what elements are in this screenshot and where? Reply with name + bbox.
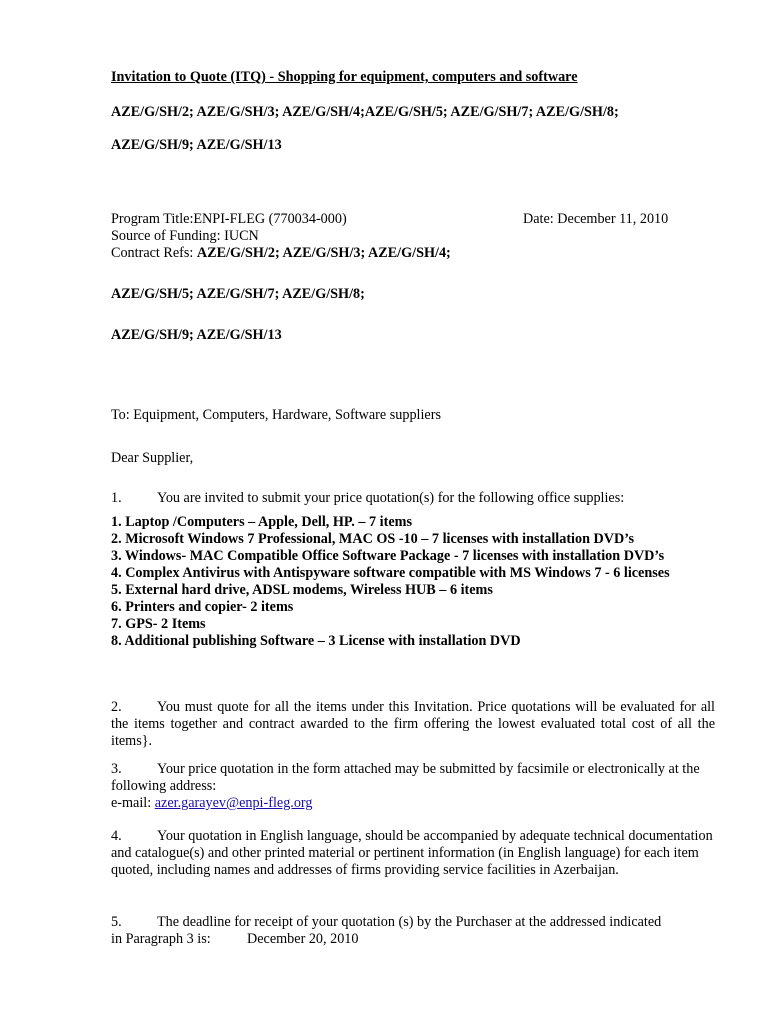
paragraph-5 <box>111 914 715 948</box>
list-item: 4. Complex Antivirus with Antispyware software compatible with MS Windows 7 - 6 licenses <box>111 565 670 581</box>
list-item: 3. Windows- MAC Compatible Office Software Package - 7 licenses with installation DVD’s <box>111 548 665 564</box>
paragraph-4 <box>111 828 715 879</box>
paragraph-text: Your price quotation in the form attached may be submitted by facsimile or electronically at the following address: <box>111 761 700 794</box>
program-title-row <box>111 211 715 228</box>
deadline-date: December 20, 2010 <box>247 931 359 947</box>
list-item: 2. Microsoft Windows 7 Professional, MAC OS -10 – 7 licenses with installation DVD’s <box>111 531 634 547</box>
list-item: 6. Printers and copier- 2 items <box>111 599 294 615</box>
contract-refs-line-3: AZE/G/SH/9; AZE/G/SH/13 <box>111 327 282 343</box>
paragraph-text: You must quote for all the items under this Invitation. Price quotations will be evaluated for all the items together and contract awarded to the firm offering the lowest evaluated total cost of all the items}. <box>111 699 715 749</box>
paragraph-number: 3. <box>111 761 122 777</box>
addressee: To: Equipment, Computers, Hardware, Software suppliers <box>111 407 441 423</box>
contract-refs-label: Contract Refs: <box>111 245 197 261</box>
reference-numbers-line-2: AZE/G/SH/9; AZE/G/SH/13 <box>111 137 282 153</box>
salutation: Dear Supplier, <box>111 450 194 466</box>
contract-refs-value: AZE/G/SH/2; AZE/G/SH/3; AZE/G/SH/4; <box>196 245 451 261</box>
paragraph-text: Your quotation in English language, should be accompanied by adequate technical documentation and catalogue(s) and other printed material or pertinent information (in English language) for each item quoted, including names and addresses of firms providing service facilities in Azerbaijan. <box>111 828 713 878</box>
paragraph-number: 2. <box>111 699 122 715</box>
paragraph-text: You are invited to submit your price quotation(s) for the following office supplies: <box>157 490 625 506</box>
contract-refs-line-2: AZE/G/SH/5; AZE/G/SH/7; AZE/G/SH/8; <box>111 286 365 302</box>
paragraph-3 <box>111 761 715 812</box>
list-item: 5. External hard drive, ADSL modems, Wireless HUB – 6 items <box>111 582 493 598</box>
program-title-value: ENPI-FLEG (770034-000) <box>193 211 347 227</box>
document-title: Invitation to Quote (ITQ) - Shopping for equipment, computers and software <box>111 69 578 85</box>
list-item: 7. GPS- 2 Items <box>111 616 206 632</box>
paragraph-1 <box>111 490 715 507</box>
paragraph-number: 4. <box>111 828 122 844</box>
funding-source: Source of Funding: IUCN <box>111 228 259 244</box>
program-title-label: Program Title: <box>111 211 194 227</box>
contract-refs-row <box>111 245 715 262</box>
email-label: e-mail: <box>111 795 155 811</box>
email-link[interactable]: azer.garayev@enpi-fleg.org <box>154 795 313 811</box>
paragraph-2 <box>111 699 715 750</box>
paragraph-text: The deadline for receipt of your quotation (s) by the Purchaser at the addressed indicated <box>157 914 662 930</box>
paragraph-number: 5. <box>111 914 122 930</box>
item-list <box>111 514 715 650</box>
paragraph-5-line-2: in Paragraph 3 is: <box>111 931 211 947</box>
list-item: 8. Additional publishing Software – 3 License with installation DVD <box>111 633 521 649</box>
document-date: Date: December 11, 2010 <box>523 211 669 227</box>
reference-numbers-line-1: AZE/G/SH/2; AZE/G/SH/3; AZE/G/SH/4;AZE/G/SH/5; AZE/G/SH/7; AZE/G/SH/8; <box>111 104 619 120</box>
paragraph-number: 1. <box>111 490 122 506</box>
list-item: 1. Laptop /Computers – Apple, Dell, HP. – 7 items <box>111 514 412 530</box>
